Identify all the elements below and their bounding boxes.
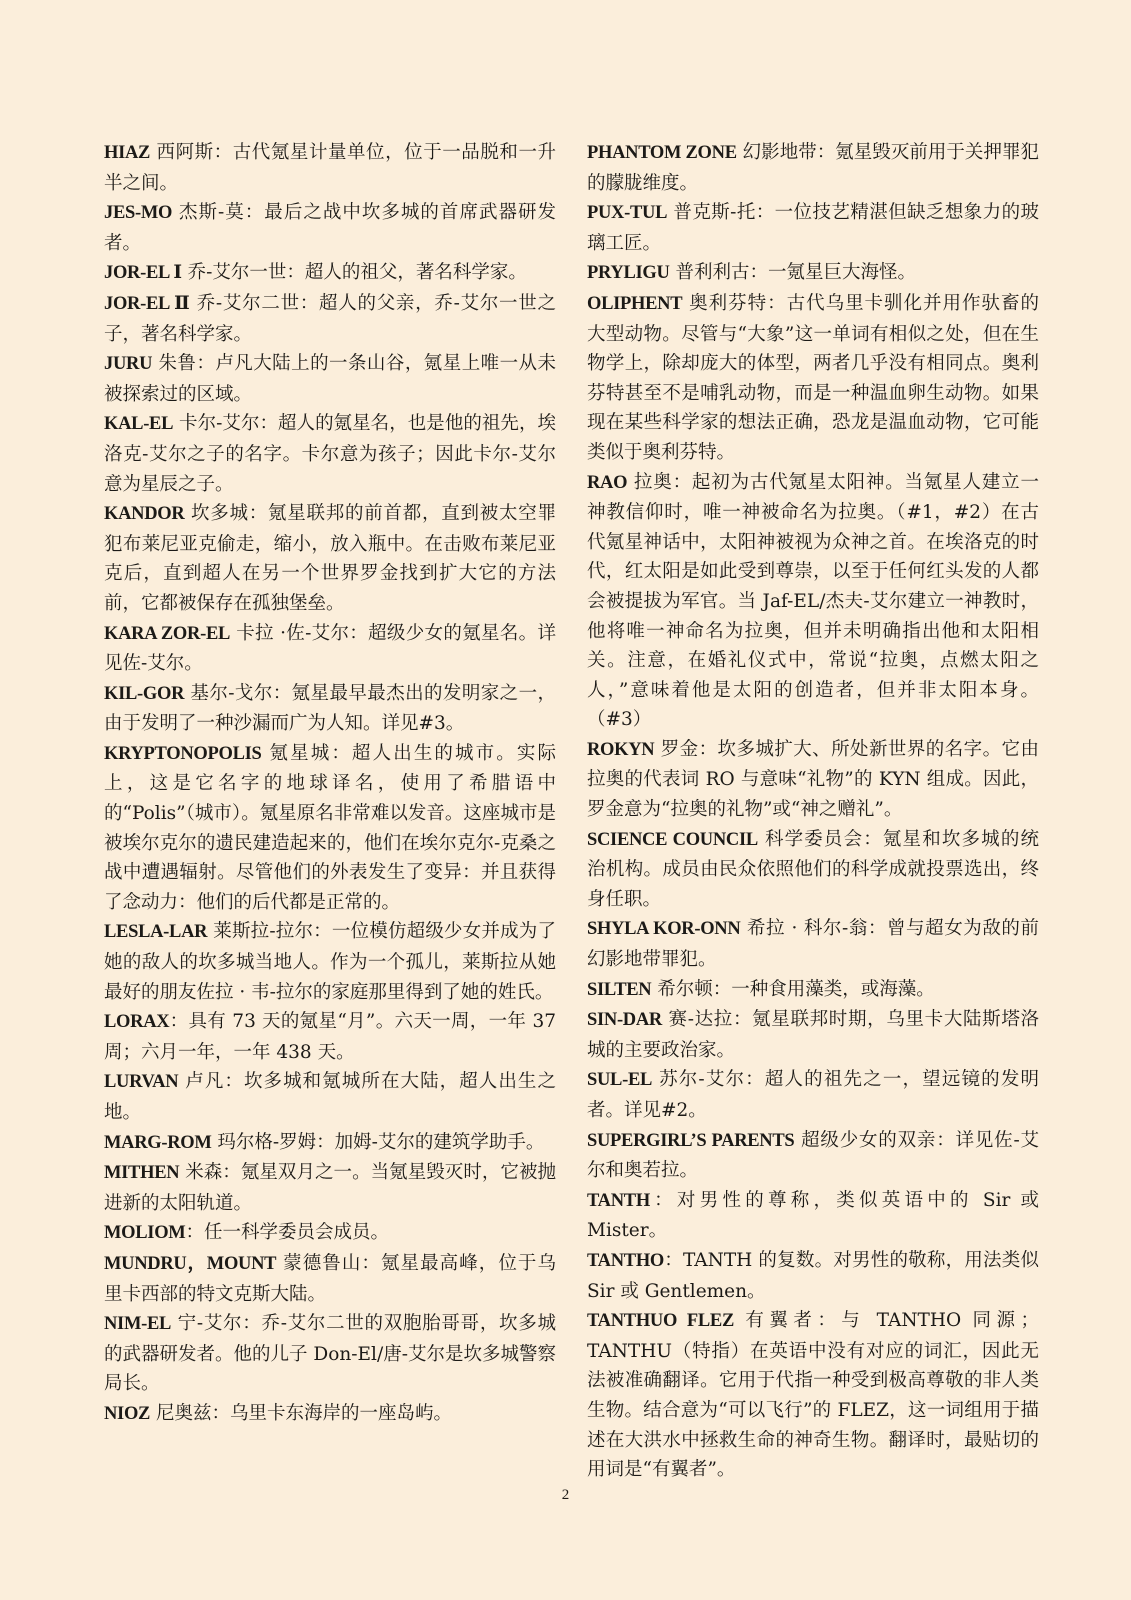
entry-term: KANDOR bbox=[104, 504, 185, 525]
entry-term: KAL-EL bbox=[104, 414, 174, 435]
entry-description: 卢凡：坎多城和氪城所在大陆，超人出生之地。 bbox=[104, 1071, 556, 1123]
entry-term: ROKYN bbox=[587, 739, 655, 760]
entry-description: 尼奥兹：乌里卡东海岸的一座岛屿。 bbox=[150, 1402, 452, 1424]
glossary-entry bbox=[104, 138, 556, 198]
glossary-entry bbox=[104, 1158, 556, 1218]
entry-term: SILTEN bbox=[587, 979, 652, 1000]
glossary-entry bbox=[104, 1399, 556, 1430]
entry-description: 朱鲁：卢凡大陆上的一条山谷，氪星上唯一从未被探索过的区域。 bbox=[104, 353, 556, 405]
glossary-entry bbox=[587, 468, 1039, 735]
entry-description: 蒙德鲁山：氪星最高峰，位于乌里卡西部的特文克斯大陆。 bbox=[104, 1252, 556, 1305]
entry-term: MITHEN bbox=[104, 1163, 180, 1184]
entry-term: NIOZ bbox=[104, 1403, 151, 1424]
entry-description: 普克斯-托：一位技艺精湛但缺乏想象力的玻璃工匠。 bbox=[587, 202, 1039, 254]
entry-description: 基尔-戈尔：氪星最早最杰出的发明家之一，由于发明了一种沙漏而广为人知。详见#3。 bbox=[104, 682, 556, 735]
entry-description: 乔-艾尔二世：超人的父亲，乔-艾尔一世之子，著名科学家。 bbox=[104, 292, 556, 345]
entry-description: 乔-艾尔一世：超人的祖父，著名科学家。 bbox=[181, 262, 527, 284]
entry-description: 卡尔-艾尔：超人的氪星名，也是他的祖先，埃洛克-艾尔之子的名字。卡尔意为孩子；因此卡尔-艾尔意为星辰之子。 bbox=[104, 413, 556, 495]
entry-term: SIN-DAR bbox=[587, 1010, 662, 1031]
entry-term: PRYLIGU bbox=[587, 263, 670, 284]
entry-description: 宁-艾尔：乔-艾尔二世的双胞胎哥哥，坎多城的武器研发者。他的儿子 Don-El/唐-艾尔是坎多城警察局长。 bbox=[104, 1313, 556, 1395]
glossary-entry bbox=[104, 258, 556, 289]
entry-term: PHANTOM ZONE bbox=[587, 143, 737, 163]
glossary-entry bbox=[587, 975, 1039, 1006]
entry-term: HIAZ bbox=[104, 143, 151, 163]
entry-term: SUPERGIRL’S PARENTS bbox=[587, 1130, 795, 1151]
entry-description: 苏尔-艾尔：超人的祖先之一，望远镜的发明者。详见#2。 bbox=[587, 1069, 1039, 1121]
glossary-entry bbox=[104, 1218, 556, 1249]
entry-term: SUL-EL bbox=[587, 1070, 653, 1091]
glossary-entry bbox=[104, 289, 556, 349]
entry-term: MOLIOM bbox=[104, 1223, 186, 1244]
entry-term: LESLA-LAR bbox=[104, 922, 208, 943]
entry-description: 米森：氪星双月之一。当氪星毁灭时，它被抛进新的太阳轨道。 bbox=[104, 1162, 556, 1214]
glossary-entry bbox=[587, 1065, 1039, 1125]
entry-description: ：具有 73 天的氪星“月”。六天一周，一年 37 周；六月一年，一年 438 天。 bbox=[104, 1011, 556, 1063]
glossary-entry bbox=[104, 409, 556, 499]
entry-description: 有翼者：与 TANTHO 同源；TANTHU（特指）在英语中没有对应的词汇，因此无法被准确翻译。它用于代指一种受到极高尊敬的非人类生物。结合意为“可以飞行”的 FLEZ，这一词组用于描述在大洪水中拯救生命的神奇生物。翻译时，最贴切的用词是“有翼者”。 bbox=[587, 1310, 1039, 1481]
entry-term: KIL-GOR bbox=[104, 683, 185, 704]
glossary-entry bbox=[587, 914, 1039, 974]
entry-description: 坎多城：氪星联邦的前首都，直到被太空罪犯布莱尼亚克偷走，缩小，放入瓶中。在击败布莱尼亚克后，直到超人在另一个世界罗金找到扩大它的方法前，它都被保存在孤独堡垒。 bbox=[104, 503, 556, 614]
entry-term: SCIENCE COUNCIL bbox=[587, 829, 758, 850]
glossary-entry bbox=[587, 258, 1039, 289]
entry-term: JES-MO bbox=[104, 203, 173, 224]
entry-term: KRYPTONOPOLIS bbox=[104, 743, 262, 764]
entry-term: JURU bbox=[104, 354, 153, 375]
entry-term: TANTHO bbox=[587, 1250, 665, 1271]
entry-description: 希拉 · 科尔-翁：曾与超女为敌的前幻影地带罪犯。 bbox=[587, 918, 1039, 971]
entry-term: TANTHUO FLEZ bbox=[587, 1311, 734, 1332]
entry-term: MARG-ROM bbox=[104, 1132, 212, 1153]
entry-term: JOR-EL Ⅰ bbox=[104, 263, 182, 284]
entry-description: ：TANTH 的复数。对男性的敬称，用法类似 Sir 或 Gentlemen。 bbox=[587, 1249, 1039, 1302]
entry-description: 氪星城：超人出生的城市。实际上，这是它名字的地球译名，使用了希腊语中的“Polis”（城市）。氪星原名非常难以发音。这座城市是被埃尔克尔的遗民建造起来的，他们在埃尔克尔-克桑之战中遭遇辐射。尽管他们的外表发生了变异：并且获得了念动力：他们的后代都是正常的。 bbox=[104, 742, 556, 913]
entry-description: 希尔顿：一种食用藻类，或海藻。 bbox=[651, 978, 935, 1000]
glossary-entry bbox=[104, 198, 556, 258]
glossary-entry bbox=[104, 1128, 556, 1159]
entry-description: 赛-达拉：氪星联邦时期，乌里卡大陆斯塔洛城的主要政治家。 bbox=[587, 1009, 1039, 1061]
glossary-entry bbox=[104, 619, 556, 679]
entry-term: PUX-TUL bbox=[587, 203, 668, 224]
entry-term: LURVAN bbox=[104, 1072, 179, 1093]
entry-description: 拉奥：起初为古代氪星太阳神。当氪星人建立一神教信仰时，唯一神被命名为拉奥。（#1，#2）在古代氪星神话中，太阳神被视为众神之首。在埃洛克的时代，红太阳是如此受到尊崇，以至于任何红头发的人都会被提拔为军官。当 Jaf-EL/杰夫-艾尔建立一神教时，他将唯一神命名为拉奥，但并未明确指出他和太阳相关。注意，在婚礼仪式中，常说“拉奥，点燃太阳之人，”意味着他是太阳的创造者，但并非太阳本身。（#3） bbox=[587, 471, 1039, 731]
entry-description: 普利利古：一氪星巨大海怪。 bbox=[669, 262, 916, 284]
glossary-entry bbox=[587, 1186, 1039, 1246]
glossary-entry bbox=[104, 1007, 556, 1067]
entry-description: 罗金：坎多城扩大、所处新世界的名字。它由拉奥的代表词 RO 与意味“礼物”的 KYN 组成。因此，罗金意为“拉奥的礼物”或“神之赠礼”。 bbox=[587, 738, 1039, 821]
entry-description: ：任一科学委员会成员。 bbox=[185, 1222, 389, 1244]
entry-term: MUNDRU，MOUNT bbox=[104, 1253, 277, 1274]
entry-description: 科学委员会：氪星和坎多城的统治机构。成员由民众依照他们的科学成就投票选出，终身任职。 bbox=[587, 828, 1039, 910]
glossary-entry bbox=[587, 1246, 1039, 1306]
glossary-entry bbox=[587, 1306, 1039, 1485]
glossary-entry bbox=[587, 1126, 1039, 1186]
entry-description: 卡拉 ·佐-艾尔：超级少女的氪星名。详见佐-艾尔。 bbox=[104, 622, 556, 675]
glossary-entry bbox=[587, 289, 1039, 468]
entry-description: ：对男性的尊称，类似英语中的 Sir 或 Mister。 bbox=[587, 1189, 1039, 1242]
entry-term: TANTH bbox=[587, 1190, 650, 1211]
glossary-entry bbox=[587, 1005, 1039, 1065]
entry-term: RAO bbox=[587, 472, 628, 493]
entry-term: NIM-EL bbox=[104, 1314, 172, 1335]
left-column bbox=[104, 138, 556, 1430]
entry-description: 莱斯拉-拉尔：一位模仿超级少女并成为了她的敌人的坎多城当地人。作为一个孤儿，莱斯拉从她最好的朋友佐拉 · 韦-拉尔的家庭那里得到了她的姓氏。 bbox=[104, 921, 556, 1003]
glossary-entry bbox=[104, 679, 556, 739]
glossary-entry bbox=[587, 138, 1039, 198]
glossary-entry bbox=[104, 499, 556, 618]
entry-term: LORAX bbox=[104, 1012, 170, 1033]
glossary-entry bbox=[587, 198, 1039, 258]
entry-term: JOR-EL Ⅱ bbox=[104, 293, 191, 314]
glossary-entry bbox=[587, 735, 1039, 825]
right-column bbox=[587, 138, 1039, 1485]
glossary-entry bbox=[104, 1067, 556, 1127]
glossary-entry bbox=[104, 1249, 556, 1309]
entry-description: 超级少女的双亲：详见佐-艾尔和奥若拉。 bbox=[587, 1129, 1039, 1182]
glossary-entry bbox=[104, 349, 556, 409]
glossary-entry bbox=[587, 825, 1039, 915]
entry-description: 幻影地带：氪星毁灭前用于关押罪犯的朦胧维度。 bbox=[587, 142, 1039, 194]
glossary-entry bbox=[104, 917, 556, 1007]
entry-description: 杰斯-莫：最后之战中坎多城的首席武器研发者。 bbox=[104, 202, 556, 254]
entry-term: KARA ZOR-EL bbox=[104, 623, 231, 644]
entry-term: OLIPHENT bbox=[587, 293, 683, 314]
page-number: 2 bbox=[561, 1487, 570, 1503]
glossary-entry bbox=[104, 739, 556, 918]
glossary-entry bbox=[104, 1309, 556, 1399]
entry-description: 西阿斯：古代氪星计量单位，位于一品脱和一升半之间。 bbox=[104, 142, 556, 194]
entry-description: 奥利芬特：古代乌里卡驯化并用作驮畜的大型动物。尽管与“大象”这一单词有相似之处，但在生物学上，除却庞大的体型，两者几乎没有相同点。奥利芬特甚至不是哺乳动物，而是一种温血卵生动物。如果现在某些科学家的想法正确，恐龙是温血动物，它可能类似于奥利芬特。 bbox=[587, 292, 1039, 463]
entry-term: SHYLA KOR-ONN bbox=[587, 919, 741, 940]
entry-description: 玛尔格-罗姆：加姆-艾尔的建筑学助手。 bbox=[211, 1131, 545, 1153]
